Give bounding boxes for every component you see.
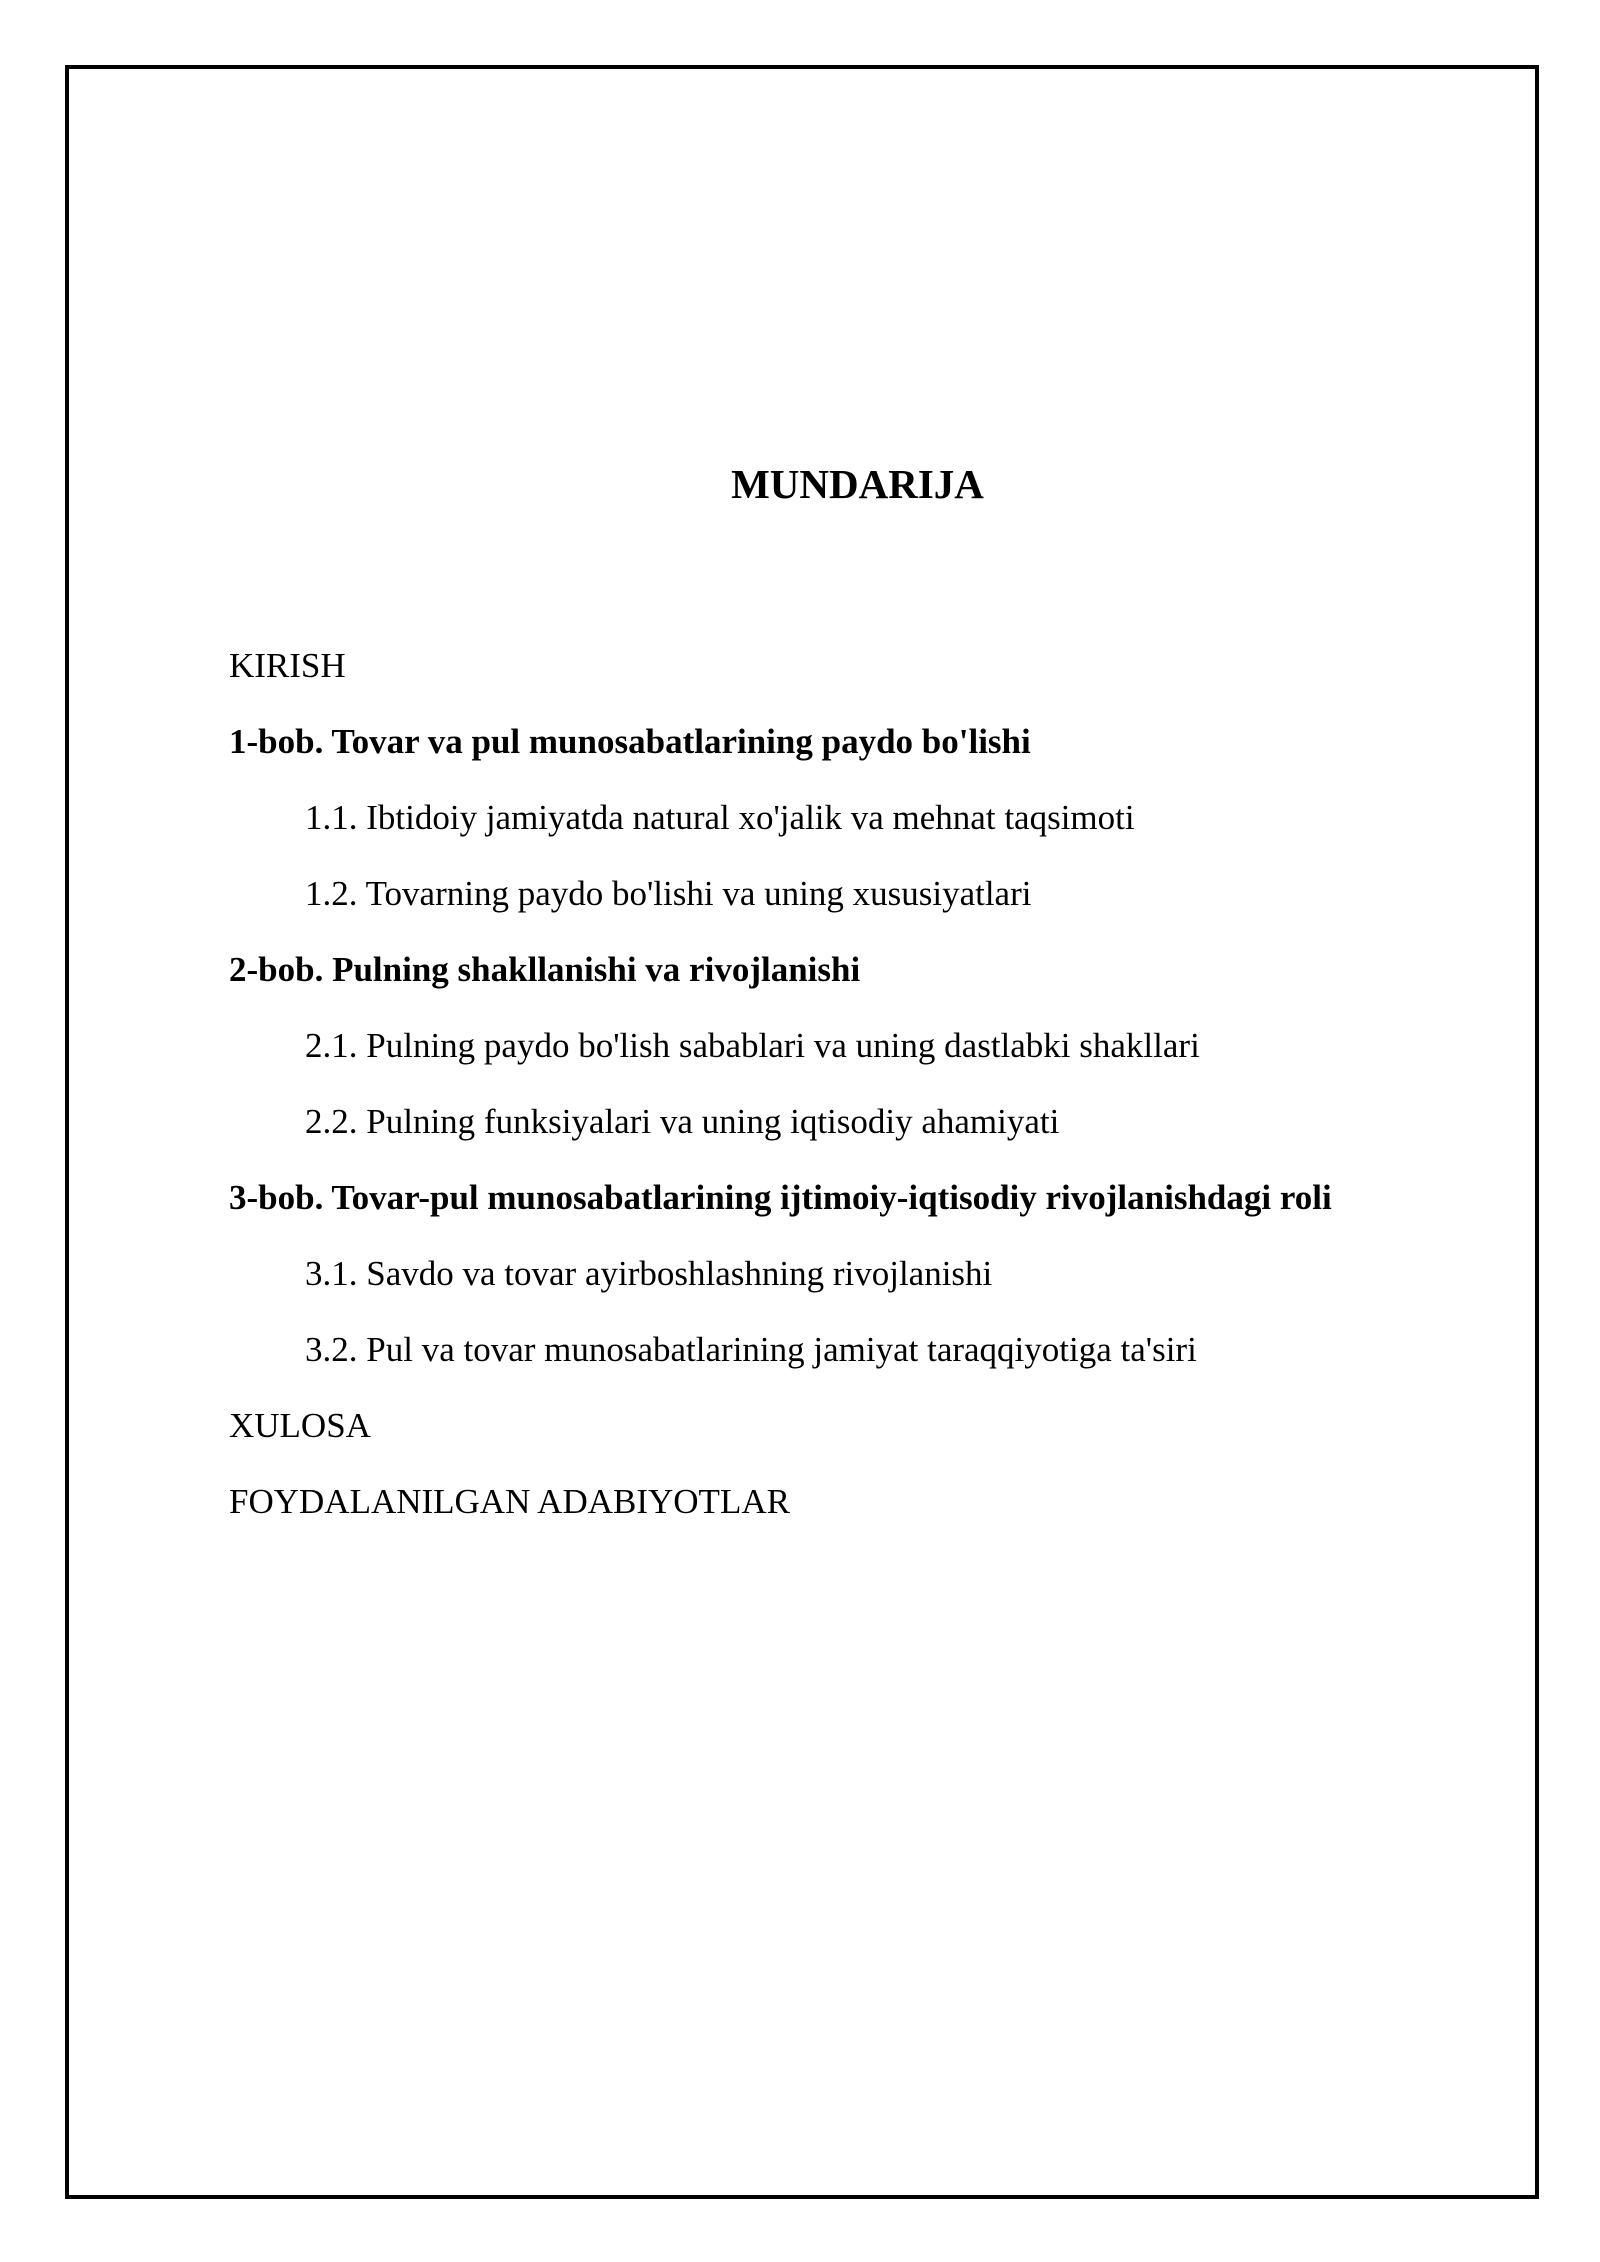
- toc-item-introduction: KIRISH: [229, 646, 346, 685]
- toc-item-section-2-2: 2.2. Pulning funksiyalari va uning iqtisodiy ahamiyati: [305, 1102, 1060, 1141]
- toc-item-section-2-1: 2.1. Pulning paydo bo'lish sabablari va uning dastlabki shakllari: [305, 1026, 1200, 1065]
- toc-item-chapter-1: 1-bob. Tovar va pul munosabatlarining paydo bo'lishi: [229, 722, 1031, 761]
- toc-item-conclusion: XULOSA: [229, 1406, 371, 1445]
- toc-item-section-1-1: 1.1. Ibtidoiy jamiyatda natural xo'jalik va mehnat taqsimoti: [305, 798, 1135, 837]
- toc-item-references: FOYDALANILGAN ADABIYOTLAR: [229, 1482, 790, 1521]
- page-title: MUNDARIJA: [731, 461, 984, 507]
- toc-item-section-1-2: 1.2. Tovarning paydo bo'lishi va uning xususiyatlari: [305, 874, 1032, 913]
- toc-item-section-3-2: 3.2. Pul va tovar munosabatlarining jamiyat taraqqiyotiga ta'siri: [305, 1330, 1197, 1369]
- toc-item-chapter-2: 2-bob. Pulning shakllanishi va rivojlanishi: [229, 950, 861, 989]
- toc-item-chapter-3: 3-bob. Tovar-pul munosabatlarining ijtimoiy-iqtisodiy rivojlanishdagi roli: [229, 1178, 1332, 1217]
- table-of-contents: [229, 640, 1529, 1552]
- toc-item-section-3-1: 3.1. Savdo va tovar ayirboshlashning rivojlanishi: [305, 1254, 993, 1293]
